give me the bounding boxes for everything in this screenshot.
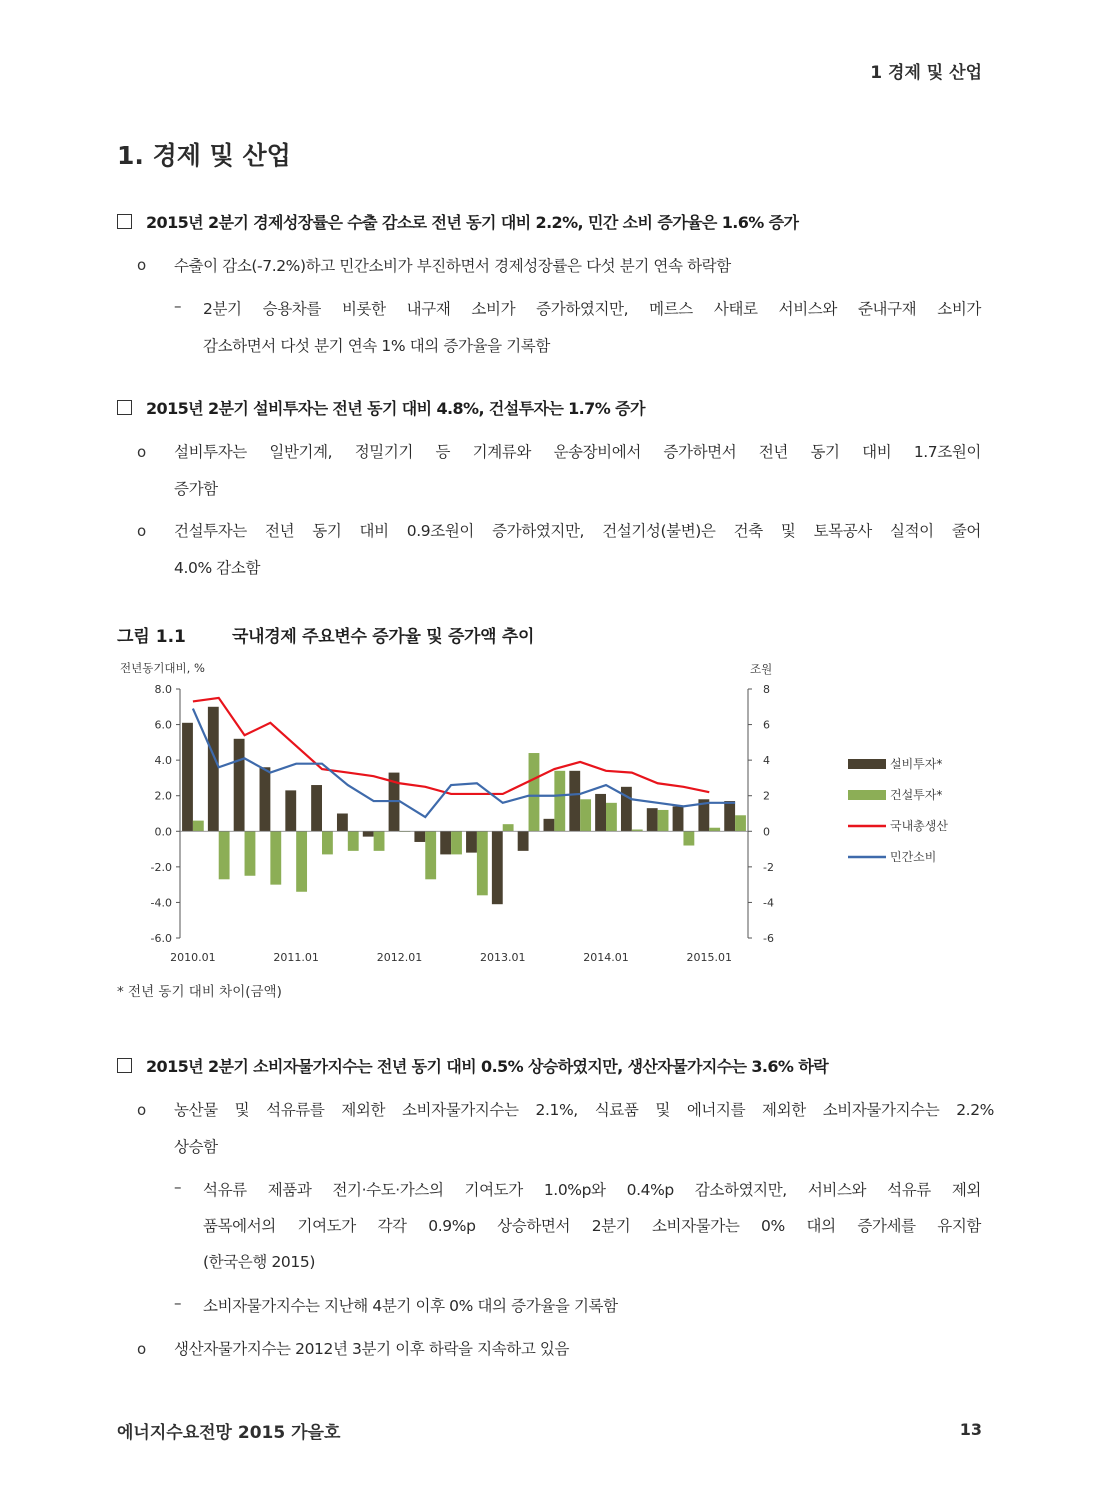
x-tick-label: 2010.01 bbox=[170, 951, 216, 964]
bar-equipment bbox=[208, 707, 219, 832]
bar-equipment bbox=[544, 819, 555, 831]
left-tick-label: 4.0 bbox=[154, 754, 172, 768]
legend-label: 건설투자* bbox=[890, 788, 943, 802]
left-tick-label: 6.0 bbox=[154, 718, 172, 732]
legend-swatch bbox=[848, 759, 886, 769]
block2-bullet2-line2: 4.0% 감소함 bbox=[174, 559, 261, 577]
bar-construction bbox=[503, 824, 514, 831]
bar-construction bbox=[270, 831, 281, 884]
bar-construction bbox=[529, 753, 540, 831]
circle-bullet-icon: o bbox=[137, 1340, 147, 1358]
circle-bullet-icon: o bbox=[137, 256, 147, 274]
block1-dash1-line1: 2분기 승용차를 비롯한 내구재 소비가 증가하였지만, 메르스 사태로 서비스와 준내구재 소비가 bbox=[203, 300, 981, 318]
right-axis-unit: 조원 bbox=[750, 662, 773, 676]
bar-construction bbox=[554, 771, 565, 831]
block1-bullet1: 수출이 감소(-7.2%)하고 민간소비가 부진하면서 경제성장률은 다섯 분기 연속 하락함 bbox=[174, 257, 731, 275]
figure-footnote: * 전년 동기 대비 차이(금액) bbox=[117, 984, 282, 1000]
bar-construction bbox=[580, 799, 591, 831]
block1-dash1-line2: 감소하면서 다섯 분기 연속 1% 대의 증가율을 기록함 bbox=[203, 337, 550, 355]
block1-heading: 2015년 2분기 경제성장률은 수출 감소로 전년 동기 대비 2.2%, 민간 소비 증가율은 1.6% 증가 bbox=[117, 210, 798, 233]
bar-construction bbox=[683, 831, 694, 845]
bar-equipment bbox=[595, 794, 606, 831]
footer-publication: 에너지수요전망 2015 가을호 bbox=[117, 1423, 341, 1443]
bar-construction bbox=[451, 831, 462, 854]
x-tick-label: 2013.01 bbox=[479, 951, 526, 964]
bar-equipment bbox=[466, 831, 477, 852]
block3-dash1-line1: 석유류 제품과 전기·수도·가스의 기여도가 1.0%p와 0.4%p 감소하였지만, 서비스와 석유류 제외 bbox=[203, 1181, 981, 1199]
circle-bullet-icon: o bbox=[137, 443, 147, 461]
right-tick-label: 6 bbox=[763, 718, 770, 732]
checkbox-square-icon bbox=[117, 1058, 132, 1073]
bar-equipment bbox=[414, 831, 425, 842]
bar-equipment bbox=[518, 831, 529, 851]
line-gdp bbox=[193, 698, 709, 794]
bar-construction bbox=[477, 831, 488, 895]
bar-construction bbox=[709, 828, 720, 832]
x-tick-label: 2011.01 bbox=[273, 951, 319, 964]
bar-equipment bbox=[311, 785, 322, 831]
left-tick-label: -2.0 bbox=[150, 860, 172, 874]
block2-bullet2-line1: 건설투자는 전년 동기 대비 0.9조원이 증가하였지만, 건설기성(불변)은 건축 및 토목공사 실적이 줄어 bbox=[174, 522, 981, 540]
left-tick-label: 8.0 bbox=[154, 683, 172, 696]
bar-equipment bbox=[724, 801, 735, 831]
right-tick-label: -4 bbox=[763, 896, 774, 910]
bar-equipment bbox=[285, 790, 296, 831]
bar-equipment bbox=[234, 739, 245, 831]
legend-label: 국내총생산 bbox=[890, 819, 948, 833]
x-tick-label: 2015.01 bbox=[686, 951, 733, 964]
right-tick-label: 8 bbox=[763, 683, 770, 696]
block3-heading: 2015년 2분기 소비자물가지수는 전년 동기 대비 0.5% 상승하였지만, 생산자물가지수는 3.6% 하락 bbox=[117, 1054, 828, 1077]
bar-construction bbox=[735, 815, 746, 831]
x-tick-label: 2012.01 bbox=[376, 951, 423, 964]
bar-equipment bbox=[647, 808, 658, 831]
dash-bullet-icon: – bbox=[174, 1178, 182, 1196]
bar-equipment bbox=[363, 831, 374, 836]
right-tick-label: -6 bbox=[763, 932, 774, 945]
block3-dash1-line2: 품목에서의 기여도가 각각 0.9%p 상승하면서 2분기 소비자물가는 0% 대의 증가세를 유지함 bbox=[203, 1217, 981, 1235]
block3-bullet2: 생산자물가지수는 2012년 3분기 이후 하락을 지속하고 있음 bbox=[174, 1340, 570, 1358]
bar-equipment bbox=[569, 771, 580, 831]
left-tick-label: 2.0 bbox=[154, 789, 172, 803]
left-axis-unit: 전년동기대비, % bbox=[120, 661, 205, 675]
right-tick-label: 4 bbox=[763, 754, 770, 768]
bar-construction bbox=[425, 831, 436, 879]
bar-construction bbox=[245, 831, 256, 875]
bar-construction bbox=[296, 831, 307, 891]
left-tick-label: -4.0 bbox=[150, 896, 172, 910]
block3-dash2: 소비자물가지수는 지난해 4분기 이후 0% 대의 증가율을 기록함 bbox=[203, 1297, 618, 1315]
bar-equipment bbox=[260, 767, 271, 831]
left-tick-label: -6.0 bbox=[150, 932, 172, 945]
bar-equipment bbox=[673, 806, 684, 831]
block3-bullet1-line1: 농산물 및 석유류를 제외한 소비자물가지수는 2.1%, 식료품 및 에너지를 제외한 소비자물가지수는 2.2% bbox=[174, 1101, 994, 1119]
block3-dash1-line3: (한국은행 2015) bbox=[203, 1253, 315, 1271]
bar-construction bbox=[219, 831, 230, 879]
bar-construction bbox=[322, 831, 333, 854]
right-tick-label: 2 bbox=[763, 789, 770, 803]
figure-label: 그림 1.1 bbox=[117, 627, 186, 647]
bar-equipment bbox=[337, 814, 348, 832]
block2-bullet1-line1: 설비투자는 일반기계, 정밀기기 등 기계류와 운송장비에서 증가하면서 전년 동기 대비 1.7조원이 bbox=[174, 443, 981, 461]
block2-heading: 2015년 2분기 설비투자는 전년 동기 대비 4.8%, 건설투자는 1.7% 증가 bbox=[117, 396, 645, 419]
bar-construction bbox=[348, 831, 359, 851]
bar-construction bbox=[658, 810, 669, 831]
right-tick-label: 0 bbox=[763, 825, 770, 839]
bar-equipment bbox=[440, 831, 451, 854]
bar-construction bbox=[606, 803, 617, 831]
bar-equipment bbox=[492, 831, 503, 904]
circle-bullet-icon: o bbox=[137, 522, 147, 540]
page-number: 13 bbox=[959, 1420, 982, 1439]
right-tick-label: -2 bbox=[763, 860, 774, 874]
dash-bullet-icon: – bbox=[174, 1294, 182, 1312]
bar-construction bbox=[374, 831, 385, 851]
bar-equipment bbox=[182, 723, 193, 831]
block3-bullet1-line2: 상승함 bbox=[174, 1138, 218, 1156]
block2-bullet1-line2: 증가함 bbox=[174, 480, 218, 498]
section-title: 1. 경제 및 산업 bbox=[117, 141, 291, 170]
bar-construction bbox=[193, 821, 204, 832]
left-tick-label: 0.0 bbox=[154, 825, 172, 839]
figure-title: 국내경제 주요변수 증가율 및 증가액 추이 bbox=[232, 627, 535, 647]
circle-bullet-icon: o bbox=[137, 1101, 147, 1119]
legend-label: 민간소비 bbox=[890, 850, 937, 864]
legend-label: 설비투자* bbox=[890, 757, 943, 771]
running-head: 1 경제 및 산업 bbox=[870, 63, 982, 83]
dash-bullet-icon: – bbox=[174, 297, 182, 315]
legend-swatch bbox=[848, 790, 886, 800]
x-tick-label: 2014.01 bbox=[583, 951, 629, 964]
